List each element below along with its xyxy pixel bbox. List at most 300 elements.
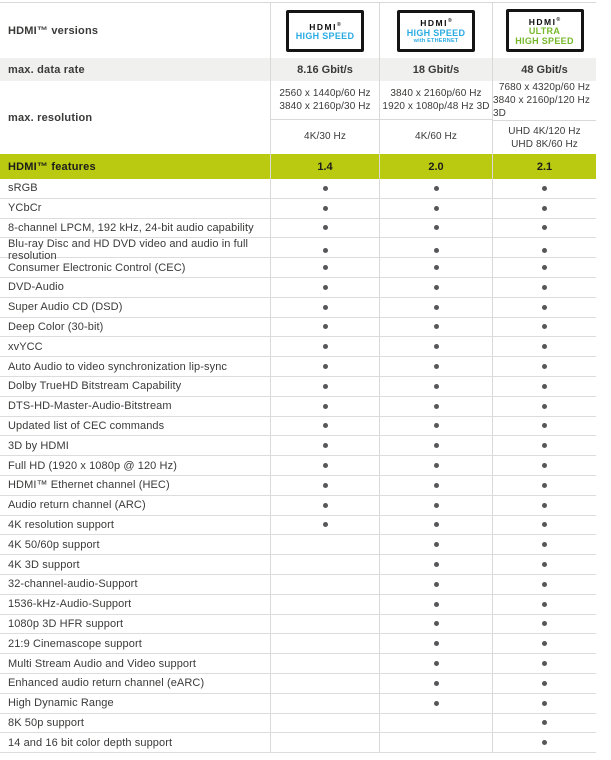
support-cell — [270, 258, 379, 277]
support-dot — [542, 344, 547, 349]
support-dot — [434, 562, 439, 567]
version-number: 2.0 — [428, 160, 444, 173]
support-cell — [492, 179, 596, 198]
feature-label-cell — [0, 397, 270, 416]
resolution-line: 7680 x 4320p/60 Hz — [498, 82, 591, 93]
feature-row — [0, 555, 596, 575]
support-cell — [492, 337, 596, 356]
feature-label-cell — [0, 337, 270, 356]
support-cell — [270, 318, 379, 337]
support-dot — [323, 305, 328, 310]
support-cell — [492, 674, 596, 693]
feature-row — [0, 714, 596, 734]
support-cell — [492, 694, 596, 713]
feature-row — [0, 278, 596, 298]
feature-row — [0, 476, 596, 496]
support-dot — [323, 364, 328, 369]
support-cell — [379, 436, 492, 455]
support-cell — [492, 199, 596, 218]
support-cell — [379, 337, 492, 356]
support-dot — [434, 483, 439, 488]
feature-label: Deep Color (30-bit) — [8, 320, 104, 333]
support-dot — [434, 542, 439, 547]
feature-label-cell — [0, 179, 270, 198]
feature-label-cell — [0, 298, 270, 317]
features-header-label-cell — [0, 154, 270, 179]
feature-label-cell — [0, 595, 270, 614]
feature-rows — [0, 179, 596, 753]
support-cell — [492, 219, 596, 238]
logo-text-line: ULTRA — [528, 26, 561, 37]
support-cell — [492, 436, 596, 455]
support-dot — [323, 423, 328, 428]
feature-label-cell — [0, 714, 270, 733]
support-cell — [492, 496, 596, 515]
resolution-modes — [493, 81, 596, 121]
support-dot — [542, 701, 547, 706]
feature-row — [0, 634, 596, 654]
support-dot — [323, 344, 328, 349]
support-dot — [542, 562, 547, 567]
feature-label: High Dynamic Range — [8, 697, 114, 710]
version-number: 1.4 — [317, 160, 333, 173]
feature-label-cell — [0, 654, 270, 673]
resolution-modes — [271, 81, 379, 120]
support-cell — [379, 516, 492, 535]
support-cell — [492, 298, 596, 317]
hdmi-ultra-high-speed-logo — [506, 9, 584, 53]
support-dot — [542, 423, 547, 428]
support-dot — [542, 384, 547, 389]
support-dot — [434, 344, 439, 349]
support-dot — [434, 186, 439, 191]
support-dot — [542, 265, 547, 270]
support-cell — [492, 357, 596, 376]
versions-row-label-cell — [0, 3, 270, 58]
support-cell — [270, 733, 379, 752]
support-cell — [492, 318, 596, 337]
support-dot — [434, 285, 439, 290]
support-cell — [492, 733, 596, 752]
support-dot — [434, 463, 439, 468]
support-dot — [323, 384, 328, 389]
support-dot — [434, 701, 439, 706]
feature-label: Audio return channel (ARC) — [8, 499, 146, 512]
feature-row — [0, 318, 596, 338]
feature-label: 32-channel-audio-Support — [8, 578, 138, 591]
features-header-label: HDMI™ features — [8, 160, 96, 173]
feature-label-cell — [0, 516, 270, 535]
support-dot — [323, 265, 328, 270]
support-cell — [270, 456, 379, 475]
feature-label: 8K 50p support — [8, 716, 85, 729]
support-cell — [492, 555, 596, 574]
resolution-line: 3840 x 2160p/60 Hz — [390, 87, 482, 99]
version-number-cell — [270, 154, 379, 179]
feature-label: 21:9 Cinemascope support — [8, 637, 142, 650]
support-dot — [323, 483, 328, 488]
support-dot — [323, 522, 328, 527]
support-dot — [542, 681, 547, 686]
support-cell — [379, 694, 492, 713]
logo-text-line: HIGH SPEED — [406, 27, 466, 38]
resolution-line: 1920 x 1080p/48 Hz 3D — [382, 100, 490, 112]
support-cell — [379, 575, 492, 594]
support-cell — [492, 575, 596, 594]
support-cell — [492, 595, 596, 614]
feature-label: 3D by HDMI — [8, 439, 69, 452]
support-dot — [434, 324, 439, 329]
resolution-summary — [271, 120, 379, 154]
support-dot — [434, 503, 439, 508]
feature-label-cell — [0, 496, 270, 515]
support-cell — [492, 377, 596, 396]
support-cell — [379, 654, 492, 673]
support-cell — [379, 456, 492, 475]
data-rate-value: 8.16 Gbit/s — [297, 63, 353, 76]
feature-label: YCbCr — [8, 202, 42, 215]
data-rate-value: 18 Gbit/s — [412, 63, 460, 76]
support-cell — [270, 377, 379, 396]
support-dot — [434, 522, 439, 527]
resolution-label-cell — [0, 81, 270, 154]
hdmi-wordmark: HDMI® — [309, 21, 341, 32]
support-dot — [323, 324, 328, 329]
support-cell — [270, 555, 379, 574]
support-dot — [542, 324, 547, 329]
hdmi-high-speed-with-ethernet-logo — [397, 10, 475, 52]
feature-row — [0, 219, 596, 239]
feature-label-cell — [0, 634, 270, 653]
support-cell — [379, 278, 492, 297]
support-cell — [270, 496, 379, 515]
support-cell — [270, 516, 379, 535]
support-dot — [542, 582, 547, 587]
feature-row — [0, 456, 596, 476]
support-cell — [379, 476, 492, 495]
support-cell — [492, 456, 596, 475]
feature-label-cell — [0, 377, 270, 396]
feature-label: DVD-Audio — [8, 281, 64, 294]
support-cell — [270, 199, 379, 218]
feature-label-cell — [0, 694, 270, 713]
feature-label: Full HD (1920 x 1080p @ 120 Hz) — [8, 459, 177, 472]
support-dot — [542, 542, 547, 547]
support-cell — [270, 535, 379, 554]
support-cell — [379, 318, 492, 337]
resolution-value-cell — [492, 81, 596, 154]
feature-label-cell — [0, 318, 270, 337]
support-dot — [542, 483, 547, 488]
support-dot — [542, 740, 547, 745]
support-cell — [379, 535, 492, 554]
support-cell — [379, 496, 492, 515]
feature-row — [0, 179, 596, 199]
feature-label: 4K resolution support — [8, 518, 115, 531]
feature-label: sRGB — [8, 182, 38, 195]
resolution-line: 3840 x 2160p/120 Hz 3D — [493, 95, 590, 119]
row-max-data-rate — [0, 58, 596, 81]
feature-label: 1080p 3D HFR support — [8, 617, 124, 630]
support-cell — [270, 654, 379, 673]
resolution-line: UHD 4K/120 Hz — [508, 125, 581, 137]
hdmi-wordmark: HDMI® — [420, 17, 452, 28]
feature-label: 4K 50/60p support — [8, 538, 100, 551]
support-cell — [270, 397, 379, 416]
feature-row — [0, 496, 596, 516]
support-dot — [434, 443, 439, 448]
support-cell — [379, 634, 492, 653]
feature-label-cell — [0, 555, 270, 574]
support-cell — [379, 179, 492, 198]
feature-label-cell — [0, 417, 270, 436]
data-rate-label-cell — [0, 58, 270, 81]
feature-label-cell — [0, 674, 270, 693]
support-cell — [270, 634, 379, 653]
support-dot — [542, 641, 547, 646]
support-cell — [492, 397, 596, 416]
feature-row — [0, 654, 596, 674]
support-dot — [434, 225, 439, 230]
support-cell — [270, 436, 379, 455]
feature-label: DTS-HD-Master-Audio-Bitstream — [8, 400, 172, 413]
feature-label: Auto Audio to video synchronization lip-sync — [8, 360, 228, 373]
feature-label-cell — [0, 258, 270, 277]
row-hdmi-features — [0, 154, 596, 179]
logo-cell-hdmi-2-0 — [379, 3, 492, 58]
feature-label-cell — [0, 219, 270, 238]
support-dot — [434, 621, 439, 626]
feature-label-cell — [0, 357, 270, 376]
support-cell — [379, 615, 492, 634]
support-dot — [542, 364, 547, 369]
support-cell — [379, 199, 492, 218]
logo-cell-hdmi-2-1 — [492, 3, 596, 58]
support-cell — [492, 476, 596, 495]
versions-row-label: HDMI™ versions — [8, 24, 99, 37]
feature-row — [0, 417, 596, 437]
feature-label: Enhanced audio return channel (eARC) — [8, 677, 205, 690]
logo-text-line: HIGH SPEED — [295, 31, 355, 42]
support-dot — [542, 285, 547, 290]
support-dot — [323, 285, 328, 290]
support-cell — [492, 417, 596, 436]
support-cell — [270, 575, 379, 594]
support-cell — [379, 417, 492, 436]
logo-cell-hdmi-1-4 — [270, 3, 379, 58]
resolution-line: UHD 8K/60 Hz — [511, 138, 578, 150]
support-cell — [379, 298, 492, 317]
support-cell — [270, 674, 379, 693]
support-dot — [323, 186, 328, 191]
support-dot — [323, 463, 328, 468]
support-cell — [270, 357, 379, 376]
support-cell — [492, 714, 596, 733]
feature-label: Blu-ray Disc and HD DVD video and audio in full resolution — [8, 238, 249, 263]
feature-row — [0, 615, 596, 635]
resolution-line: 3840 x 2160p/30 Hz — [279, 100, 371, 112]
feature-row — [0, 337, 596, 357]
support-dot — [434, 681, 439, 686]
feature-row — [0, 258, 596, 278]
support-cell — [379, 714, 492, 733]
feature-label: xvYCC — [8, 340, 43, 353]
feature-label-cell — [0, 476, 270, 495]
hdmi-wordmark: HDMI® — [528, 16, 561, 27]
feature-label-cell — [0, 615, 270, 634]
feature-label: 1536-kHz-Audio-Support — [8, 598, 132, 611]
support-dot — [542, 248, 547, 253]
data-rate-value-cell — [379, 58, 492, 81]
support-dot — [323, 225, 328, 230]
support-cell — [492, 278, 596, 297]
version-number-cell — [492, 154, 596, 179]
support-cell — [270, 298, 379, 317]
feature-row — [0, 674, 596, 694]
version-number-cell — [379, 154, 492, 179]
support-dot — [323, 206, 328, 211]
resolution-summary — [380, 120, 492, 154]
comparison-table — [0, 2, 596, 753]
feature-label: HDMI™ Ethernet channel (HEC) — [8, 479, 170, 492]
logo-text-line: HIGH SPEED — [515, 36, 574, 47]
support-dot — [434, 384, 439, 389]
support-cell — [270, 714, 379, 733]
support-dot — [542, 503, 547, 508]
support-dot — [434, 423, 439, 428]
feature-label: Multi Stream Audio and Video support — [8, 657, 197, 670]
feature-row — [0, 575, 596, 595]
feature-row — [0, 397, 596, 417]
feature-label: Super Audio CD (DSD) — [8, 301, 123, 314]
support-cell — [492, 615, 596, 634]
row-max-resolution — [0, 81, 596, 154]
resolution-value-cell — [270, 81, 379, 154]
support-cell — [270, 337, 379, 356]
feature-label: Updated list of CEC commands — [8, 419, 165, 432]
support-cell — [270, 615, 379, 634]
support-cell — [270, 219, 379, 238]
row-hdmi-versions — [0, 3, 596, 58]
support-dot — [434, 641, 439, 646]
support-cell — [492, 535, 596, 554]
feature-row — [0, 535, 596, 555]
support-dot — [434, 206, 439, 211]
resolution-label: max. resolution — [8, 111, 93, 124]
data-rate-value: 48 Gbit/s — [521, 63, 568, 76]
support-dot — [434, 582, 439, 587]
support-dot — [542, 225, 547, 230]
support-cell — [379, 258, 492, 277]
support-dot — [542, 522, 547, 527]
support-cell — [270, 595, 379, 614]
resolution-value-cell — [379, 81, 492, 154]
support-cell — [492, 654, 596, 673]
support-dot — [434, 305, 439, 310]
feature-row — [0, 298, 596, 318]
support-cell — [270, 278, 379, 297]
support-dot — [542, 305, 547, 310]
feature-row — [0, 516, 596, 536]
support-dot — [323, 503, 328, 508]
support-cell — [492, 258, 596, 277]
resolution-line: 4K/60 Hz — [415, 131, 457, 143]
support-cell — [379, 595, 492, 614]
feature-label-cell — [0, 575, 270, 594]
data-rate-label: max. data rate — [8, 63, 85, 76]
support-cell — [270, 417, 379, 436]
feature-label: Dolby TrueHD Bitstream Capability — [8, 380, 182, 393]
support-cell — [379, 377, 492, 396]
feature-label-cell — [0, 436, 270, 455]
support-dot — [434, 265, 439, 270]
feature-row — [0, 595, 596, 615]
feature-label: 4K 3D support — [8, 558, 80, 571]
support-dot — [542, 443, 547, 448]
support-dot — [542, 206, 547, 211]
support-dot — [323, 248, 328, 253]
support-cell — [379, 674, 492, 693]
support-dot — [542, 621, 547, 626]
feature-row — [0, 199, 596, 219]
support-cell — [270, 179, 379, 198]
feature-row — [0, 436, 596, 456]
support-dot — [323, 404, 328, 409]
support-dot — [542, 720, 547, 725]
version-number: 2.1 — [536, 160, 553, 173]
support-dot — [434, 248, 439, 253]
feature-label-cell — [0, 535, 270, 554]
feature-label-cell — [0, 199, 270, 218]
resolution-line: 4K/30 Hz — [304, 131, 346, 143]
feature-row — [0, 733, 596, 753]
support-dot — [542, 463, 547, 468]
support-dot — [542, 186, 547, 191]
support-cell — [379, 397, 492, 416]
resolution-summary — [493, 121, 596, 154]
support-dot — [323, 443, 328, 448]
support-dot — [434, 661, 439, 666]
support-cell — [379, 555, 492, 574]
support-cell — [492, 634, 596, 653]
feature-label-cell — [0, 733, 270, 752]
resolution-line: 2560 x 1440p/60 Hz — [279, 87, 371, 99]
support-dot — [434, 404, 439, 409]
support-dot — [542, 602, 547, 607]
support-dot — [542, 661, 547, 666]
support-cell — [270, 476, 379, 495]
support-cell — [270, 694, 379, 713]
support-cell — [492, 516, 596, 535]
feature-row — [0, 238, 596, 263]
feature-row — [0, 357, 596, 377]
logo-text-line: with ETHERNET — [413, 37, 459, 44]
feature-row — [0, 694, 596, 714]
hdmi-high-speed-logo — [286, 10, 364, 52]
support-dot — [542, 404, 547, 409]
support-cell — [379, 219, 492, 238]
feature-label: 14 and 16 bit color depth support — [8, 736, 173, 749]
data-rate-value-cell — [492, 58, 596, 81]
feature-label-cell — [0, 456, 270, 475]
feature-label-cell — [0, 278, 270, 297]
resolution-modes — [380, 81, 492, 120]
feature-label: Consumer Electronic Control (CEC) — [8, 261, 186, 274]
support-cell — [379, 733, 492, 752]
feature-row — [0, 377, 596, 397]
support-dot — [434, 602, 439, 607]
data-rate-value-cell — [270, 58, 379, 81]
